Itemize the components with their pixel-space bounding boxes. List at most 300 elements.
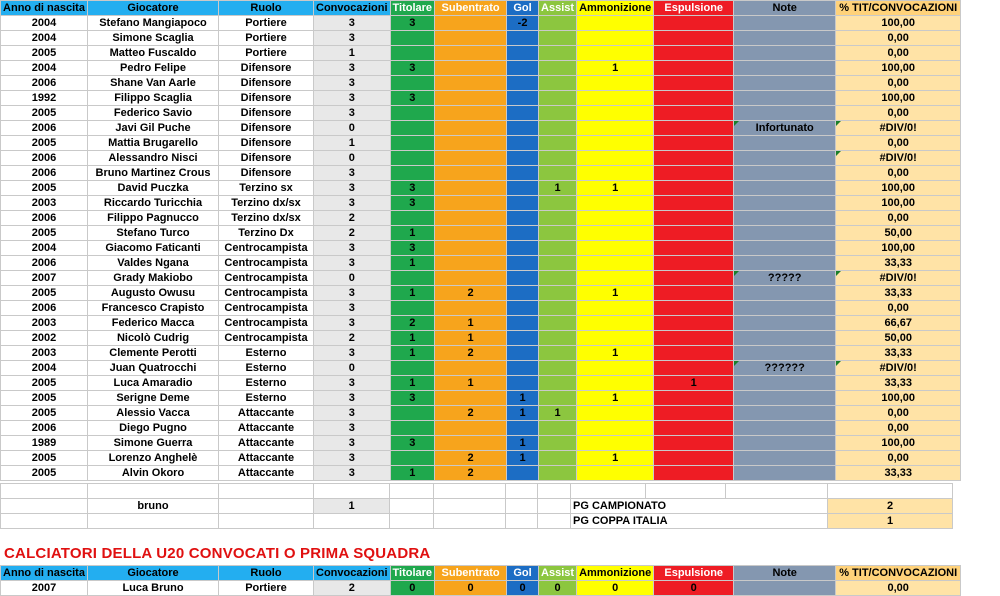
cell-role[interactable]: Esterno	[219, 376, 314, 391]
cell-substitute[interactable]	[435, 361, 507, 376]
cell-player-name[interactable]: Luca Amaradio	[88, 376, 219, 391]
cell-pct[interactable]: #DIV/0!	[836, 151, 961, 166]
cell-cautions[interactable]	[577, 196, 654, 211]
header-convocations[interactable]: Convocazioni	[314, 1, 391, 16]
cell-notes[interactable]	[734, 301, 836, 316]
cell-starter[interactable]	[390, 301, 435, 316]
cell-expulsions[interactable]	[654, 451, 734, 466]
cell-role[interactable]: Terzino dx/sx	[219, 196, 314, 211]
cell-notes[interactable]	[734, 581, 836, 596]
cell-starter[interactable]	[390, 211, 435, 226]
u20-header-role[interactable]: Ruolo	[219, 566, 314, 581]
cell-assists[interactable]	[539, 31, 577, 46]
cell-goals[interactable]	[507, 466, 539, 481]
cell-expulsions[interactable]	[654, 271, 734, 286]
cell-assists[interactable]	[539, 226, 577, 241]
cell-pct[interactable]: 0,00	[836, 76, 961, 91]
cell-goals[interactable]	[507, 421, 539, 436]
cell-goals[interactable]	[507, 106, 539, 121]
cell-assists[interactable]	[539, 61, 577, 76]
cell-goals[interactable]: 1	[507, 451, 539, 466]
cell-expulsions[interactable]	[654, 106, 734, 121]
cell-role[interactable]: Difensore	[219, 106, 314, 121]
cell-cautions[interactable]	[577, 166, 654, 181]
cell-assists[interactable]	[539, 301, 577, 316]
cell-convocations[interactable]: 3	[314, 391, 391, 406]
cell-year[interactable]: 2006	[1, 121, 88, 136]
cell-pct[interactable]: 0,00	[836, 106, 961, 121]
cell-pct[interactable]: 100,00	[836, 91, 961, 106]
cell-expulsions[interactable]	[654, 16, 734, 31]
cell-cautions[interactable]	[577, 91, 654, 106]
cell-starter[interactable]	[390, 451, 435, 466]
cell-convocations[interactable]: 3	[314, 166, 391, 181]
cell-expulsions[interactable]	[654, 286, 734, 301]
cell-player-name[interactable]: Filippo Scaglia	[88, 91, 219, 106]
cell-assists[interactable]: 1	[539, 406, 577, 421]
header-player[interactable]: Giocatore	[88, 1, 219, 16]
cell-substitute[interactable]	[435, 226, 507, 241]
cell-assists[interactable]	[539, 76, 577, 91]
cell-starter[interactable]: 1	[390, 376, 435, 391]
cell-cautions[interactable]	[577, 376, 654, 391]
cell-substitute[interactable]: 2	[435, 406, 507, 421]
cell-role[interactable]: Centrocampista	[219, 241, 314, 256]
cell-starter[interactable]	[390, 406, 435, 421]
cell-convocations[interactable]: 3	[314, 436, 391, 451]
u20-header-assists[interactable]: Assist	[539, 566, 577, 581]
cell-assists[interactable]	[539, 121, 577, 136]
cell-convocations[interactable]: 3	[314, 106, 391, 121]
cell-notes[interactable]	[734, 421, 836, 436]
cell-role[interactable]: Terzino dx/sx	[219, 211, 314, 226]
cell-player-name[interactable]: Mattia Brugarello	[88, 136, 219, 151]
cell-assists[interactable]	[539, 196, 577, 211]
cell-role[interactable]: Esterno	[219, 391, 314, 406]
cell-substitute[interactable]	[435, 16, 507, 31]
cell-goals[interactable]: 1	[507, 436, 539, 451]
cell-expulsions[interactable]	[654, 466, 734, 481]
cell-notes[interactable]	[734, 151, 836, 166]
cell-cautions[interactable]	[577, 46, 654, 61]
cell-assists[interactable]	[539, 46, 577, 61]
cell-convocations[interactable]: 0	[314, 151, 391, 166]
cell-pct[interactable]: #DIV/0!	[836, 361, 961, 376]
cell-starter[interactable]	[390, 361, 435, 376]
cell-role[interactable]: Terzino sx	[219, 181, 314, 196]
cell-role[interactable]: Centrocampista	[219, 331, 314, 346]
cell-cautions[interactable]: 1	[577, 391, 654, 406]
cell-expulsions[interactable]	[654, 211, 734, 226]
cell-pct[interactable]: 50,00	[836, 331, 961, 346]
cell-substitute[interactable]: 1	[435, 331, 507, 346]
cell-pct[interactable]: 0,00	[836, 301, 961, 316]
cell-goals[interactable]	[507, 46, 539, 61]
cell-starter[interactable]	[390, 271, 435, 286]
cell-goals[interactable]	[507, 91, 539, 106]
cell-role[interactable]: Attaccante	[219, 451, 314, 466]
cell-role[interactable]: Difensore	[219, 61, 314, 76]
cell-cautions[interactable]	[577, 271, 654, 286]
cell-role[interactable]: Centrocampista	[219, 316, 314, 331]
cell-role[interactable]: Difensore	[219, 76, 314, 91]
cell-cautions[interactable]	[577, 226, 654, 241]
cell-year[interactable]: 2006	[1, 301, 88, 316]
cell-substitute[interactable]	[435, 136, 507, 151]
cell-expulsions[interactable]	[654, 436, 734, 451]
cell-year[interactable]: 2006	[1, 421, 88, 436]
cell-player-name[interactable]: Nicolò Cudrig	[88, 331, 219, 346]
cell-cautions[interactable]: 1	[577, 181, 654, 196]
cell-pct[interactable]: #DIV/0!	[836, 271, 961, 286]
cell-assists[interactable]	[539, 346, 577, 361]
cell-goals[interactable]	[507, 271, 539, 286]
cell-notes[interactable]: ?????	[734, 271, 836, 286]
cell-starter[interactable]	[390, 151, 435, 166]
cell-assists[interactable]	[539, 166, 577, 181]
cell-cautions[interactable]	[577, 316, 654, 331]
cell-starter[interactable]: 2	[390, 316, 435, 331]
cell-player-name[interactable]: Stefano Turco	[88, 226, 219, 241]
header-cautions[interactable]: Ammonizione	[577, 1, 654, 16]
cell-notes[interactable]	[734, 316, 836, 331]
cell-goals[interactable]	[507, 121, 539, 136]
cell-cautions[interactable]: 1	[577, 346, 654, 361]
cell-notes[interactable]	[734, 466, 836, 481]
cell-notes[interactable]	[734, 61, 836, 76]
cell-pct[interactable]: 100,00	[836, 196, 961, 211]
cell-goals[interactable]	[507, 286, 539, 301]
cell-goals[interactable]	[507, 226, 539, 241]
cell-substitute[interactable]: 2	[435, 346, 507, 361]
cell-substitute[interactable]	[435, 121, 507, 136]
cell-cautions[interactable]: 0	[577, 581, 654, 596]
cell-substitute[interactable]	[435, 256, 507, 271]
cell-cautions[interactable]	[577, 31, 654, 46]
cell-notes[interactable]	[734, 211, 836, 226]
cell-notes[interactable]	[734, 16, 836, 31]
cell-starter[interactable]	[390, 46, 435, 61]
cell-year[interactable]: 2007	[1, 581, 88, 596]
cell-player-name[interactable]: Alessio Vacca	[88, 406, 219, 421]
cell-substitute[interactable]: 2	[435, 451, 507, 466]
cell-notes[interactable]: Infortunato	[734, 121, 836, 136]
cell-pct[interactable]: #DIV/0!	[836, 121, 961, 136]
cell-expulsions[interactable]	[654, 316, 734, 331]
cell-substitute[interactable]	[435, 436, 507, 451]
cell-starter[interactable]: 3	[390, 391, 435, 406]
header-goals[interactable]: Gol	[507, 1, 539, 16]
cell-player-name[interactable]: Federico Savio	[88, 106, 219, 121]
cell-cautions[interactable]: 1	[577, 61, 654, 76]
cell-player-name[interactable]: Lorenzo Anghelè	[88, 451, 219, 466]
cell-expulsions[interactable]	[654, 181, 734, 196]
cell-notes[interactable]: ??????	[734, 361, 836, 376]
cell-convocations[interactable]: 3	[314, 31, 391, 46]
cell-pct[interactable]: 100,00	[836, 61, 961, 76]
cell-starter[interactable]: 3	[390, 61, 435, 76]
cell-expulsions[interactable]	[654, 301, 734, 316]
cell-starter[interactable]: 3	[390, 16, 435, 31]
cell-notes[interactable]	[734, 346, 836, 361]
cell-starter[interactable]: 3	[390, 181, 435, 196]
cell-player-name[interactable]: Francesco Crapisto	[88, 301, 219, 316]
cell-assists[interactable]	[539, 376, 577, 391]
cell-pct[interactable]: 0,00	[836, 46, 961, 61]
cell-goals[interactable]: 0	[507, 581, 539, 596]
cell-notes[interactable]	[734, 166, 836, 181]
cell-role[interactable]: Esterno	[219, 346, 314, 361]
cell-expulsions[interactable]	[654, 121, 734, 136]
u20-header-expulsions[interactable]: Espulsione	[654, 566, 734, 581]
cell-year[interactable]: 2005	[1, 136, 88, 151]
cell-convocations[interactable]: 3	[314, 286, 391, 301]
cell-role[interactable]: Attaccante	[219, 436, 314, 451]
cell-assists[interactable]	[539, 151, 577, 166]
cell-convocations[interactable]: 3	[314, 406, 391, 421]
header-pct[interactable]: % TIT/CONVOCAZIONI	[836, 1, 961, 16]
cell-goals[interactable]	[507, 331, 539, 346]
cell-cautions[interactable]	[577, 16, 654, 31]
cell-substitute[interactable]	[435, 211, 507, 226]
cell-goals[interactable]	[507, 136, 539, 151]
cell-pct[interactable]: 0,00	[836, 211, 961, 226]
cell-convocations[interactable]: 3	[314, 316, 391, 331]
cell-player-name[interactable]: Riccardo Turicchia	[88, 196, 219, 211]
cell-player-name[interactable]: Filippo Pagnucco	[88, 211, 219, 226]
cell-expulsions[interactable]	[654, 361, 734, 376]
cell-player-name[interactable]: Grady Makiobo	[88, 271, 219, 286]
cell-role[interactable]: Portiere	[219, 46, 314, 61]
cell-substitute[interactable]	[435, 46, 507, 61]
cell-convocations[interactable]: 3	[314, 421, 391, 436]
cell-assists[interactable]	[539, 136, 577, 151]
cell-starter[interactable]: 1	[390, 346, 435, 361]
cell-player-name[interactable]: Alvin Okoro	[88, 466, 219, 481]
u20-header-pct[interactable]: % TIT/CONVOCAZIONI	[836, 566, 961, 581]
cell-starter[interactable]	[390, 106, 435, 121]
cell-pct[interactable]: 33,33	[836, 286, 961, 301]
header-substitute[interactable]: Subentrato	[435, 1, 507, 16]
cell-substitute[interactable]	[435, 31, 507, 46]
cell-role[interactable]: Difensore	[219, 136, 314, 151]
cell-notes[interactable]	[734, 76, 836, 91]
header-notes[interactable]: Note	[734, 1, 836, 16]
cell-role[interactable]: Attaccante	[219, 421, 314, 436]
cell-player-name[interactable]: Matteo Fuscaldo	[88, 46, 219, 61]
cell-expulsions[interactable]	[654, 241, 734, 256]
cell-player-name[interactable]: Javi Gil Puche	[88, 121, 219, 136]
cell-pct[interactable]: 33,33	[836, 256, 961, 271]
cell-cautions[interactable]: 1	[577, 286, 654, 301]
cell-pct[interactable]: 0,00	[836, 451, 961, 466]
cell-notes[interactable]	[734, 46, 836, 61]
cell-expulsions[interactable]	[654, 151, 734, 166]
cell-substitute[interactable]	[435, 61, 507, 76]
pg-campionato-value[interactable]: 2	[828, 499, 953, 514]
cell-goals[interactable]	[507, 76, 539, 91]
cell-substitute[interactable]: 2	[435, 286, 507, 301]
cell-pct[interactable]: 100,00	[836, 16, 961, 31]
cell-pct[interactable]: 66,67	[836, 316, 961, 331]
cell-role[interactable]: Centrocampista	[219, 301, 314, 316]
cell-starter[interactable]	[390, 121, 435, 136]
cell-player-name[interactable]: Federico Macca	[88, 316, 219, 331]
cell-year[interactable]: 2007	[1, 271, 88, 286]
cell-expulsions[interactable]	[654, 391, 734, 406]
header-expulsions[interactable]: Espulsione	[654, 1, 734, 16]
cell-pct[interactable]: 0,00	[836, 421, 961, 436]
cell-cautions[interactable]	[577, 406, 654, 421]
cell-convocations[interactable]: 2	[314, 331, 391, 346]
cell-substitute[interactable]: 0	[435, 581, 507, 596]
cell-pct[interactable]: 33,33	[836, 466, 961, 481]
cell-year[interactable]: 2004	[1, 61, 88, 76]
cell-notes[interactable]	[734, 241, 836, 256]
cell-goals[interactable]	[507, 301, 539, 316]
cell-goals[interactable]	[507, 256, 539, 271]
header-starter[interactable]: Titolare	[390, 1, 435, 16]
pg-coppa-value[interactable]: 1	[828, 514, 953, 529]
cell-assists[interactable]	[539, 331, 577, 346]
cell-starter[interactable]: 3	[390, 436, 435, 451]
cell-notes[interactable]	[734, 256, 836, 271]
cell-assists[interactable]	[539, 106, 577, 121]
cell-goals[interactable]	[507, 196, 539, 211]
cell-goals[interactable]: 1	[507, 406, 539, 421]
cell-pct[interactable]: 0,00	[836, 406, 961, 421]
cell-convocations[interactable]: 3	[314, 376, 391, 391]
cell-role[interactable]: Difensore	[219, 91, 314, 106]
cell-player-name[interactable]: David Puczka	[88, 181, 219, 196]
cell-cautions[interactable]	[577, 421, 654, 436]
cell-cautions[interactable]	[577, 106, 654, 121]
cell-year[interactable]: 2006	[1, 76, 88, 91]
cell-goals[interactable]	[507, 376, 539, 391]
cell-player-name[interactable]: Simone Guerra	[88, 436, 219, 451]
cell-year[interactable]: 2005	[1, 406, 88, 421]
cell-player-name[interactable]: Giacomo Faticanti	[88, 241, 219, 256]
cell-assists[interactable]	[539, 16, 577, 31]
cell-assists[interactable]	[539, 256, 577, 271]
cell-notes[interactable]	[734, 136, 836, 151]
cell-notes[interactable]	[734, 391, 836, 406]
cell-substitute[interactable]	[435, 241, 507, 256]
cell-goals[interactable]	[507, 361, 539, 376]
cell-convocations[interactable]: 2	[314, 211, 391, 226]
cell-role[interactable]: Attaccante	[219, 406, 314, 421]
bruno-label[interactable]: bruno	[88, 499, 219, 514]
cell-expulsions[interactable]	[654, 91, 734, 106]
cell-goals[interactable]	[507, 211, 539, 226]
cell-year[interactable]: 2003	[1, 196, 88, 211]
cell-cautions[interactable]	[577, 466, 654, 481]
cell-assists[interactable]	[539, 361, 577, 376]
cell-year[interactable]: 2004	[1, 16, 88, 31]
cell-year[interactable]: 2006	[1, 166, 88, 181]
cell-expulsions[interactable]	[654, 331, 734, 346]
cell-player-name[interactable]: Valdes Ngana	[88, 256, 219, 271]
cell-role[interactable]: Centrocampista	[219, 256, 314, 271]
cell-expulsions[interactable]	[654, 346, 734, 361]
cell-pct[interactable]: 100,00	[836, 181, 961, 196]
cell-starter[interactable]	[390, 76, 435, 91]
cell-convocations[interactable]: 0	[314, 361, 391, 376]
cell-player-name[interactable]: Shane Van Aarle	[88, 76, 219, 91]
cell-goals[interactable]: -2	[507, 16, 539, 31]
cell-convocations[interactable]: 2	[314, 581, 391, 596]
cell-substitute[interactable]	[435, 151, 507, 166]
cell-convocations[interactable]: 3	[314, 346, 391, 361]
cell-notes[interactable]	[734, 196, 836, 211]
cell-notes[interactable]	[734, 331, 836, 346]
cell-cautions[interactable]	[577, 121, 654, 136]
cell-player-name[interactable]: Clemente Perotti	[88, 346, 219, 361]
cell-role[interactable]: Portiere	[219, 31, 314, 46]
cell-expulsions[interactable]	[654, 166, 734, 181]
cell-convocations[interactable]: 0	[314, 121, 391, 136]
cell-convocations[interactable]: 3	[314, 16, 391, 31]
cell-assists[interactable]	[539, 391, 577, 406]
cell-year[interactable]: 2005	[1, 466, 88, 481]
cell-expulsions[interactable]	[654, 61, 734, 76]
cell-role[interactable]: Centrocampista	[219, 271, 314, 286]
cell-notes[interactable]	[734, 106, 836, 121]
cell-year[interactable]: 2006	[1, 211, 88, 226]
cell-notes[interactable]	[734, 286, 836, 301]
cell-pct[interactable]: 100,00	[836, 436, 961, 451]
cell-pct[interactable]: 50,00	[836, 226, 961, 241]
cell-expulsions[interactable]	[654, 196, 734, 211]
cell-convocations[interactable]: 3	[314, 91, 391, 106]
cell-starter[interactable]: 3	[390, 196, 435, 211]
cell-convocations[interactable]: 3	[314, 256, 391, 271]
header-year[interactable]: Anno di nascita	[1, 1, 88, 16]
header-assists[interactable]: Assist	[539, 1, 577, 16]
cell-pct[interactable]: 0,00	[836, 31, 961, 46]
u20-header-cautions[interactable]: Ammonizione	[577, 566, 654, 581]
cell-notes[interactable]	[734, 31, 836, 46]
cell-starter[interactable]: 1	[390, 256, 435, 271]
cell-pct[interactable]: 0,00	[836, 136, 961, 151]
cell-assists[interactable]	[539, 466, 577, 481]
cell-expulsions[interactable]	[654, 46, 734, 61]
cell-year[interactable]: 2005	[1, 106, 88, 121]
cell-starter[interactable]: 1	[390, 286, 435, 301]
cell-convocations[interactable]: 3	[314, 466, 391, 481]
cell-cautions[interactable]: 1	[577, 451, 654, 466]
cell-substitute[interactable]: 1	[435, 376, 507, 391]
cell-notes[interactable]	[734, 406, 836, 421]
cell-assists[interactable]: 1	[539, 181, 577, 196]
cell-goals[interactable]	[507, 181, 539, 196]
cell-goals[interactable]	[507, 151, 539, 166]
cell-year[interactable]: 1989	[1, 436, 88, 451]
cell-convocations[interactable]: 3	[314, 76, 391, 91]
cell-starter[interactable]	[390, 421, 435, 436]
cell-year[interactable]: 2004	[1, 241, 88, 256]
cell-substitute[interactable]	[435, 301, 507, 316]
cell-expulsions[interactable]	[654, 31, 734, 46]
cell-substitute[interactable]	[435, 271, 507, 286]
u20-header-substitute[interactable]: Subentrato	[435, 566, 507, 581]
cell-starter[interactable]	[390, 31, 435, 46]
cell-starter[interactable]: 1	[390, 226, 435, 241]
cell-player-name[interactable]: Juan Quatrocchi	[88, 361, 219, 376]
cell-substitute[interactable]	[435, 106, 507, 121]
cell-year[interactable]: 2005	[1, 451, 88, 466]
cell-notes[interactable]	[734, 181, 836, 196]
